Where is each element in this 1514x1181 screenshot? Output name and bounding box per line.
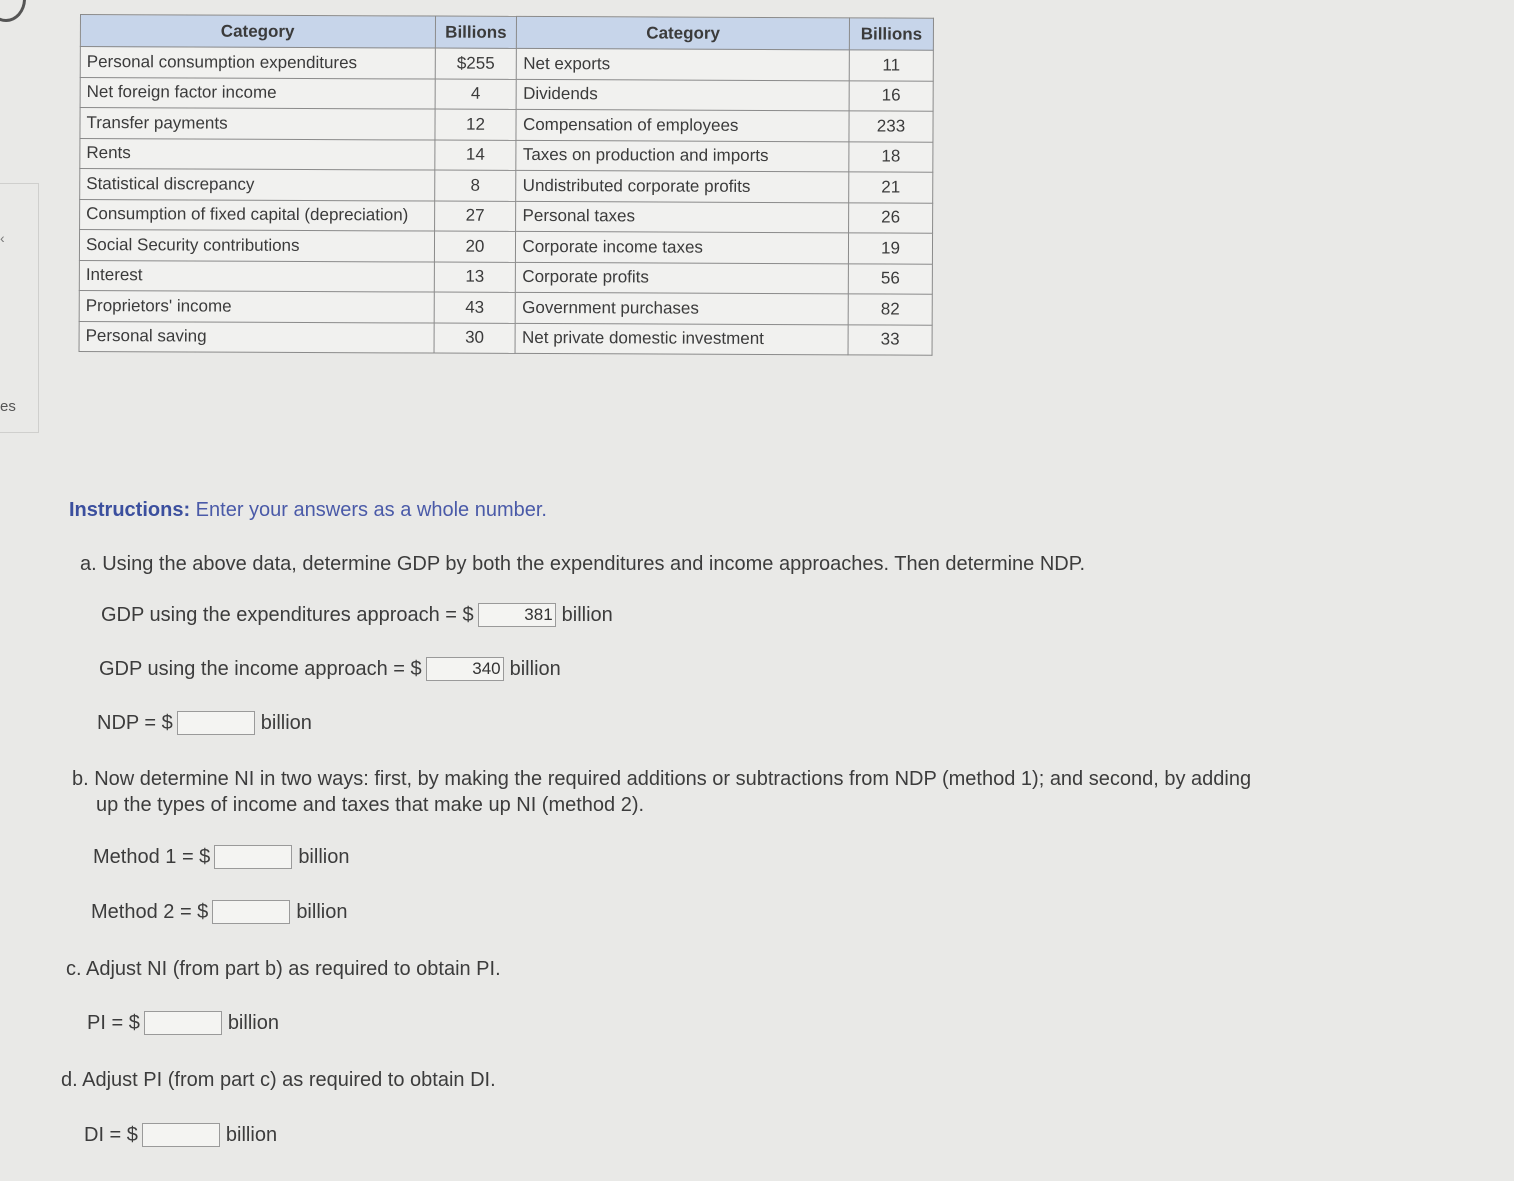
instructions: [69, 499, 547, 522]
cell-value: 18: [849, 141, 933, 172]
cell-value: 27: [434, 201, 516, 232]
cell-value: 26: [849, 202, 933, 233]
cell-value: 56: [848, 263, 932, 294]
gdp-income-label: GDP using the income approach = $: [99, 657, 422, 680]
table-row: [79, 321, 932, 355]
cell-category: Dividends: [517, 79, 850, 111]
unit-label: billion: [561, 603, 613, 626]
sidebar-panel-edge: [0, 183, 39, 433]
method2-label: Method 2 = $: [91, 900, 209, 923]
cell-category: Personal consumption expenditures: [80, 47, 435, 79]
header-billions-1: Billions: [435, 16, 517, 48]
di-label: DI = $: [84, 1123, 138, 1146]
cell-value: 82: [848, 294, 932, 325]
table-header-row: [80, 15, 933, 51]
cell-category: Net private domestic investment: [515, 323, 848, 355]
cell-value: 11: [849, 50, 933, 81]
gdp-expenditures-row: [101, 603, 613, 627]
table-row: [80, 199, 933, 233]
cell-value: 16: [849, 80, 933, 111]
cell-category: Undistributed corporate profits: [516, 170, 849, 202]
cell-category: Proprietors' income: [79, 290, 434, 322]
cell-category: Corporate income taxes: [516, 231, 849, 263]
question-a: a. Using the above data, determine GDP by both the expenditures and income approaches. Then determine NDP.: [80, 553, 1086, 575]
chevron-left-icon[interactable]: ‹: [0, 230, 5, 246]
cell-category: Personal taxes: [516, 201, 849, 233]
method2-input[interactable]: [212, 900, 290, 924]
ndp-input[interactable]: [177, 711, 255, 735]
table-row: [80, 169, 933, 203]
cell-category: Net exports: [517, 48, 850, 80]
method2-row: [91, 900, 347, 924]
ndp-label: NDP = $: [97, 711, 173, 734]
question-b: [72, 766, 1251, 818]
table-row: [79, 230, 932, 264]
cell-category: Taxes on production and imports: [516, 140, 849, 172]
cell-category: Rents: [80, 138, 435, 170]
instructions-label: Instructions:: [69, 499, 191, 521]
cell-category: Net foreign factor income: [80, 77, 435, 109]
cell-category: Transfer payments: [80, 108, 435, 140]
cell-value: 19: [848, 233, 932, 264]
instructions-text: Enter your answers as a whole number.: [190, 499, 547, 521]
header-billions-2: Billions: [849, 18, 933, 50]
pi-row: [87, 1011, 279, 1035]
table-row: [79, 260, 932, 294]
cell-category: Compensation of employees: [516, 109, 849, 141]
cell-category: Interest: [79, 260, 434, 292]
cell-value: 233: [849, 111, 933, 142]
cell-value: 43: [434, 292, 516, 323]
data-table: [79, 14, 934, 356]
question-b-line1: b. Now determine NI in two ways: first, by making the required additions or subtractions from NDP (method 1); and second, by adding: [72, 768, 1252, 790]
cell-category: Corporate profits: [516, 262, 849, 294]
table-row: [79, 290, 932, 324]
cell-category: Statistical discrepancy: [80, 169, 435, 201]
cell-value: 4: [435, 79, 517, 110]
table-row: [80, 47, 933, 81]
di-input[interactable]: [142, 1123, 220, 1147]
question-d: d. Adjust PI (from part c) as required to obtain DI.: [61, 1069, 496, 1091]
cell-category: Personal saving: [79, 321, 434, 353]
cell-value: 20: [434, 231, 516, 262]
gdp-income-row: [99, 657, 561, 681]
gdp-income-input[interactable]: [426, 657, 504, 681]
cell-value: 21: [849, 172, 933, 203]
gdp-expenditures-label: GDP using the expenditures approach = $: [101, 603, 474, 626]
unit-label: billion: [260, 711, 312, 734]
unit-label: billion: [227, 1011, 279, 1034]
ndp-row: [97, 711, 312, 735]
table-row: [80, 138, 933, 172]
gdp-expenditures-input[interactable]: [478, 603, 556, 627]
unit-label: billion: [509, 657, 561, 680]
pi-input[interactable]: [144, 1011, 222, 1035]
method1-input[interactable]: [214, 845, 292, 869]
unit-label: billion: [296, 900, 348, 923]
header-category-2: Category: [517, 16, 850, 49]
cell-category: Social Security contributions: [79, 230, 434, 262]
cell-value: 12: [434, 109, 516, 140]
unit-label: billion: [225, 1123, 278, 1146]
cell-category: Consumption of fixed capital (depreciation): [80, 199, 435, 231]
edge-arc-decoration: [0, 0, 26, 22]
sidebar-partial-label[interactable]: es: [0, 398, 16, 415]
method1-label: Method 1 = $: [93, 845, 211, 868]
cell-value: $255: [435, 48, 517, 79]
pi-label: PI = $: [87, 1011, 140, 1034]
cell-value: 8: [434, 170, 516, 201]
cell-value: 14: [434, 140, 516, 171]
question-b-line2: up the types of income and taxes that make up NI (method 2).: [96, 794, 645, 816]
question-c: c. Adjust NI (from part b) as required to obtain PI.: [66, 958, 501, 980]
cell-value: 30: [434, 323, 516, 354]
method1-row: [93, 845, 349, 869]
cell-category: Government purchases: [516, 292, 849, 324]
table-row: [80, 108, 933, 142]
table-row: [80, 77, 933, 111]
cell-value: 13: [434, 262, 516, 293]
cell-value: 33: [848, 324, 932, 355]
di-row: [84, 1123, 277, 1147]
header-category-1: Category: [80, 15, 435, 49]
unit-label: billion: [298, 845, 350, 868]
